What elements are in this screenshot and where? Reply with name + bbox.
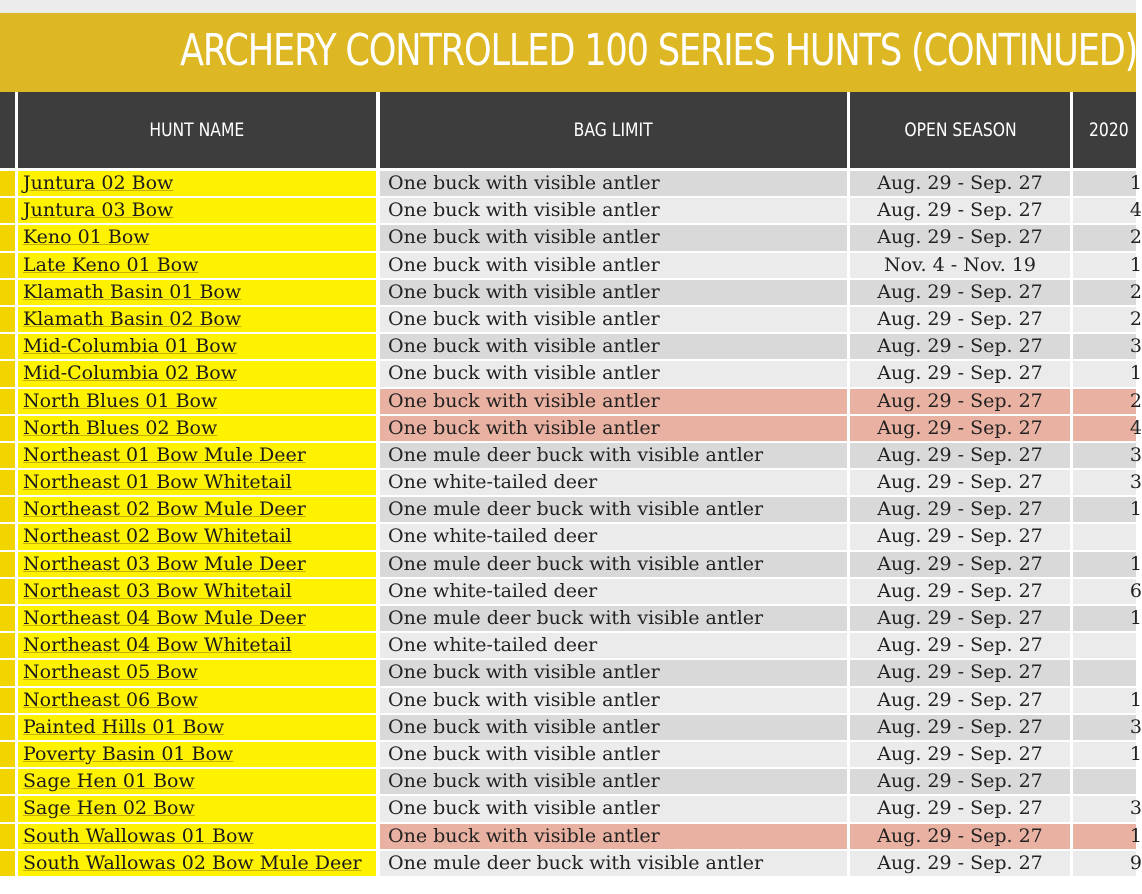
- bag-limit-cell: One buck with visible antler: [380, 334, 847, 359]
- tags-value: 3: [1129, 471, 1142, 494]
- hunt-name-link[interactable]: Keno 01 Bow: [23, 226, 150, 249]
- open-season-cell: Aug. 29 - Sep. 27: [850, 361, 1070, 386]
- hunt-name-cell[interactable]: [18, 552, 376, 577]
- tags-cell: [1073, 769, 1136, 794]
- open-season-cell: Aug. 29 - Sep. 27: [850, 633, 1070, 658]
- tags-value: 1: [1129, 172, 1142, 194]
- header-bag-limit-label: BAG LIMIT: [574, 119, 653, 141]
- hunt-name-cell[interactable]: [18, 824, 376, 849]
- bag-limit-cell: One buck with visible antler: [380, 198, 847, 223]
- tags-cell: [1073, 416, 1142, 441]
- tags-cell: [1073, 334, 1142, 359]
- bag-limit-cell: One buck with visible antler: [380, 389, 847, 414]
- header-hunt-name-label: HUNT NAME: [149, 119, 245, 141]
- table-row: [0, 578, 1142, 605]
- hunt-name-cell[interactable]: [18, 198, 376, 223]
- bag-limit-cell: One white-tailed deer: [380, 633, 847, 658]
- open-season-cell: Aug. 29 - Sep. 27: [850, 280, 1070, 305]
- tags-value: 1: [1129, 498, 1142, 521]
- table-row: [0, 551, 1142, 578]
- tags-cell: [1073, 171, 1142, 196]
- tags-cell: [1073, 579, 1142, 604]
- bag-limit-cell: One buck with visible antler: [380, 280, 847, 305]
- tags-cell: [1073, 688, 1142, 713]
- row-marker: [0, 443, 15, 468]
- bag-limit-cell: One buck with visible antler: [380, 253, 847, 278]
- tags-value: 2: [1129, 307, 1142, 330]
- row-marker: [0, 715, 15, 740]
- tags-cell: [1073, 198, 1142, 223]
- header-tags: [1073, 92, 1136, 168]
- tags-value: 1: [1129, 362, 1142, 385]
- tags-cell: [1073, 225, 1142, 250]
- header-tags-label: 2020: [1089, 119, 1129, 141]
- table-row: [0, 279, 1142, 306]
- table-row: [0, 170, 1142, 197]
- row-marker: [0, 389, 15, 414]
- header-open-season: [850, 92, 1070, 168]
- open-season-cell: Aug. 29 - Sep. 27: [850, 497, 1070, 522]
- table-row: [0, 496, 1142, 523]
- hunt-name-link[interactable]: Northeast 01 Bow Mule Deer: [23, 443, 306, 466]
- hunt-name-link[interactable]: Northeast 03 Bow Whitetail: [23, 579, 292, 602]
- row-marker: [0, 253, 15, 278]
- bag-limit-cell: One buck with visible antler: [380, 742, 847, 767]
- bag-limit-cell: One buck with visible antler: [380, 361, 847, 386]
- hunt-name-link[interactable]: Northeast 05 Bow: [23, 661, 198, 684]
- hunt-name-cell[interactable]: [18, 334, 376, 359]
- table-row: [0, 306, 1142, 333]
- top-band: [0, 0, 1136, 13]
- table-row: [0, 333, 1142, 360]
- hunt-name-cell[interactable]: [18, 633, 376, 658]
- tags-cell: [1073, 715, 1142, 740]
- open-season-cell: Aug. 29 - Sep. 27: [850, 389, 1070, 414]
- hunt-name-link[interactable]: Klamath Basin 02 Bow: [23, 307, 242, 330]
- table-row: [0, 388, 1142, 415]
- hunt-name-cell[interactable]: [18, 280, 376, 305]
- row-marker: [0, 524, 15, 549]
- hunt-name-cell[interactable]: [18, 416, 376, 441]
- bag-limit-cell: One buck with visible antler: [380, 769, 847, 794]
- hunt-name-link[interactable]: South Wallowas 02 Bow Mule Deer: [23, 851, 362, 874]
- table-row: [0, 659, 1136, 686]
- bag-limit-cell: One buck with visible antler: [380, 416, 847, 441]
- open-season-cell: Aug. 29 - Sep. 27: [850, 660, 1070, 685]
- bag-limit-cell: One buck with visible antler: [380, 660, 847, 685]
- row-marker: [0, 660, 15, 685]
- hunt-name-cell[interactable]: [18, 851, 376, 876]
- bag-limit-cell: One white-tailed deer: [380, 470, 847, 495]
- open-season-cell: Aug. 29 - Sep. 27: [850, 688, 1070, 713]
- bag-limit-cell: One white-tailed deer: [380, 524, 847, 549]
- bag-limit-cell: One buck with visible antler: [380, 796, 847, 821]
- table-body: [0, 170, 1142, 894]
- tags-cell: [1073, 742, 1142, 767]
- hunt-name-cell[interactable]: [18, 470, 376, 495]
- hunt-name-cell[interactable]: [18, 688, 376, 713]
- row-marker: [0, 769, 15, 794]
- row-marker: [0, 280, 15, 305]
- tags-value: 2: [1129, 280, 1142, 303]
- header-bag-limit: [380, 92, 847, 168]
- tags-cell: [1073, 552, 1142, 577]
- row-marker: [0, 225, 15, 250]
- hunt-name-link[interactable]: Mid-Columbia 02 Bow: [23, 362, 237, 385]
- tags-value: 2: [1129, 389, 1142, 412]
- tags-cell: [1073, 524, 1136, 549]
- bag-limit-cell: One buck with visible antler: [380, 307, 847, 332]
- row-marker: [0, 361, 15, 386]
- row-marker: [0, 497, 15, 522]
- hunt-name-link[interactable]: Klamath Basin 01 Bow: [23, 280, 242, 303]
- hunt-name-cell[interactable]: [18, 742, 376, 767]
- open-season-cell: Aug. 29 - Sep. 27: [850, 824, 1070, 849]
- tags-value: 3: [1129, 715, 1142, 738]
- table-row: [0, 197, 1142, 224]
- hunt-name-cell[interactable]: [18, 307, 376, 332]
- bag-limit-cell: One buck with visible antler: [380, 225, 847, 250]
- hunt-name-cell[interactable]: [18, 171, 376, 196]
- header-open-season-label: OPEN SEASON: [903, 119, 1017, 141]
- open-season-cell: Aug. 29 - Sep. 27: [850, 225, 1070, 250]
- open-season-cell: Aug. 29 - Sep. 27: [850, 851, 1070, 876]
- tags-cell: [1073, 633, 1136, 658]
- table-row: [0, 741, 1142, 768]
- tags-cell: [1073, 280, 1142, 305]
- hunt-name-link[interactable]: Juntura 02 Bow: [23, 172, 174, 194]
- hunt-name-link[interactable]: South Wallowas 01 Bow: [23, 824, 254, 847]
- hunt-name-cell[interactable]: [18, 497, 376, 522]
- row-marker: [0, 198, 15, 223]
- table-header: [0, 92, 1136, 168]
- open-season-cell: Aug. 29 - Sep. 27: [850, 579, 1070, 604]
- table-row: [0, 714, 1142, 741]
- hunt-name-link[interactable]: North Blues 01 Bow: [23, 389, 218, 412]
- open-season-cell: Nov. 4 - Nov. 19: [850, 253, 1070, 278]
- hunt-name-cell[interactable]: [18, 715, 376, 740]
- open-season-cell: Aug. 29 - Sep. 27: [850, 552, 1070, 577]
- tags-value: 1: [1129, 552, 1142, 575]
- hunt-name-link[interactable]: Juntura 03 Bow: [23, 199, 174, 222]
- tags-value: 1: [1129, 253, 1142, 276]
- open-season-cell: Aug. 29 - Sep. 27: [850, 606, 1070, 631]
- bag-limit-cell: One buck with visible antler: [380, 824, 847, 849]
- bag-limit-cell: One mule deer buck with visible antler: [380, 606, 847, 631]
- bag-limit-cell: One mule deer buck with visible antler: [380, 851, 847, 876]
- open-season-cell: Aug. 29 - Sep. 27: [850, 443, 1070, 468]
- tags-cell: [1073, 361, 1142, 386]
- open-season-cell: Aug. 29 - Sep. 27: [850, 769, 1070, 794]
- tags-cell: [1073, 851, 1142, 876]
- open-season-cell: Aug. 29 - Sep. 27: [850, 334, 1070, 359]
- table-row: [0, 523, 1136, 550]
- table-row: [0, 442, 1142, 469]
- hunt-name-cell[interactable]: [18, 796, 376, 821]
- tags-value: 4: [1129, 416, 1142, 439]
- tags-cell: [1073, 307, 1142, 332]
- open-season-cell: Aug. 29 - Sep. 27: [850, 742, 1070, 767]
- row-marker: [0, 851, 15, 876]
- hunt-name-cell[interactable]: [18, 660, 376, 685]
- hunt-name-cell[interactable]: [18, 606, 376, 631]
- bag-limit-cell: One mule deer buck with visible antler: [380, 443, 847, 468]
- header-spacer: [0, 92, 15, 168]
- table-row: [0, 469, 1142, 496]
- table-row: [0, 850, 1142, 877]
- tags-value: 4: [1129, 199, 1142, 222]
- open-season-cell: Aug. 29 - Sep. 27: [850, 470, 1070, 495]
- table-row: [0, 632, 1136, 659]
- hunt-name-cell[interactable]: [18, 769, 376, 794]
- row-marker: [0, 470, 15, 495]
- hunt-name-link[interactable]: Northeast 06 Bow: [23, 688, 198, 711]
- row-marker: [0, 416, 15, 441]
- row-marker: [0, 742, 15, 767]
- tags-value: 1: [1129, 742, 1142, 765]
- open-season-cell: Aug. 29 - Sep. 27: [850, 171, 1070, 196]
- tags-cell: [1073, 497, 1142, 522]
- hunt-name-link[interactable]: Northeast 01 Bow Whitetail: [23, 471, 292, 494]
- page-title: ARCHERY CONTROLLED 100 SERIES HUNTS (CONTINUED): [180, 25, 1138, 76]
- row-marker: [0, 633, 15, 658]
- header-hunt-name: [18, 92, 376, 168]
- tags-value: 9: [1129, 851, 1142, 874]
- table-row: [0, 415, 1142, 442]
- open-season-cell: Aug. 29 - Sep. 27: [850, 416, 1070, 441]
- tags-cell: [1073, 253, 1142, 278]
- tags-value: 1: [1129, 824, 1142, 847]
- hunt-name-link[interactable]: Northeast 04 Bow Whitetail: [23, 634, 292, 657]
- bag-limit-cell: One mule deer buck with visible antler: [380, 497, 847, 522]
- hunt-name-cell[interactable]: [18, 361, 376, 386]
- row-marker: [0, 171, 15, 196]
- hunt-name-link[interactable]: Sage Hen 02 Bow: [23, 797, 195, 820]
- tags-value: 2: [1129, 226, 1142, 249]
- row-marker: [0, 307, 15, 332]
- hunt-name-link[interactable]: North Blues 02 Bow: [23, 416, 218, 439]
- table-row: [0, 360, 1142, 387]
- open-season-cell: Aug. 29 - Sep. 27: [850, 307, 1070, 332]
- hunt-name-link[interactable]: Late Keno 01 Bow: [23, 253, 199, 276]
- title-bar: [0, 13, 1136, 92]
- tags-value: 1: [1129, 607, 1142, 629]
- hunt-name-cell[interactable]: [18, 443, 376, 468]
- row-marker: [0, 552, 15, 577]
- row-marker: [0, 824, 15, 849]
- table-row: [0, 605, 1142, 632]
- tags-cell: [1073, 443, 1142, 468]
- open-season-cell: Aug. 29 - Sep. 27: [850, 198, 1070, 223]
- table-row: [0, 823, 1142, 850]
- bag-limit-cell: One buck with visible antler: [380, 171, 847, 196]
- row-marker: [0, 796, 15, 821]
- tags-cell: [1073, 796, 1142, 821]
- tags-value: 6: [1129, 579, 1142, 602]
- tags-value: 1: [1129, 688, 1142, 711]
- hunt-name-link[interactable]: Sage Hen 01 Bow: [23, 770, 195, 793]
- tags-cell: [1073, 470, 1142, 495]
- hunt-name-link[interactable]: Poverty Basin 01 Bow: [23, 742, 234, 765]
- hunt-name-cell[interactable]: [18, 253, 376, 278]
- tags-cell: [1073, 824, 1142, 849]
- hunt-name-link[interactable]: Painted Hills 01 Bow: [23, 715, 225, 738]
- table-row: [0, 224, 1142, 251]
- hunt-name-link[interactable]: Northeast 02 Bow Mule Deer: [23, 498, 306, 521]
- table-row: [0, 768, 1136, 795]
- bag-limit-cell: One buck with visible antler: [380, 688, 847, 713]
- open-season-cell: Aug. 29 - Sep. 27: [850, 796, 1070, 821]
- bag-limit-cell: One white-tailed deer: [380, 579, 847, 604]
- table-row: [0, 252, 1142, 279]
- row-marker: [0, 579, 15, 604]
- hunt-name-link[interactable]: Northeast 03 Bow Mule Deer: [23, 552, 306, 575]
- tags-value: 3: [1129, 443, 1142, 466]
- hunt-name-link[interactable]: Northeast 02 Bow Whitetail: [23, 525, 292, 548]
- row-marker: [0, 334, 15, 359]
- tags-value: 3: [1129, 335, 1142, 358]
- hunt-name-cell[interactable]: [18, 389, 376, 414]
- tags-cell: [1073, 606, 1142, 631]
- row-marker: [0, 606, 15, 631]
- open-season-cell: Aug. 29 - Sep. 27: [850, 524, 1070, 549]
- bag-limit-cell: One mule deer buck with visible antler: [380, 552, 847, 577]
- hunt-name-cell[interactable]: [18, 225, 376, 250]
- bag-limit-cell: One buck with visible antler: [380, 715, 847, 740]
- tags-cell: [1073, 389, 1142, 414]
- tags-cell: [1073, 660, 1136, 685]
- open-season-cell: Aug. 29 - Sep. 27: [850, 715, 1070, 740]
- hunt-name-link[interactable]: Mid-Columbia 01 Bow: [23, 335, 237, 358]
- table-row: [0, 687, 1142, 714]
- tags-value: 3: [1129, 797, 1142, 820]
- table-row: [0, 795, 1142, 822]
- hunt-name-cell[interactable]: [18, 579, 376, 604]
- hunt-name-cell[interactable]: [18, 524, 376, 549]
- hunt-name-link[interactable]: Northeast 04 Bow Mule Deer: [23, 607, 306, 629]
- row-marker: [0, 688, 15, 713]
